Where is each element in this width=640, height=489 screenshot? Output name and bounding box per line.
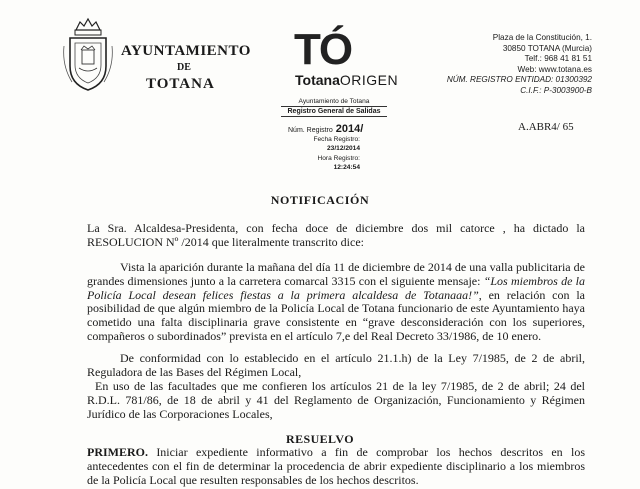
paragraph-intro: La Sra. Alcaldesa-Presidenta, con fecha doce de diciembre dos mil catorce , ha dictado la RESOLUCION Nº /2014 que literalmente transcrito dice: xyxy=(87,221,585,249)
org-name: AYUNTAMIENTO xyxy=(121,43,251,59)
primero-label: PRIMERO. xyxy=(87,445,148,459)
address-line: Plaza de la Constitución, 1. xyxy=(492,33,592,42)
logo-letters: TÓ xyxy=(294,25,352,74)
resuelve-heading: RESUELVO xyxy=(286,432,354,446)
vista-text-a: Vista la aparición durante la mañana del día 11 de diciembre de 2014 de una valla publicitaria de grandes dimensiones junto a la carretera comarcal 3315 con el siguiente mensaje: xyxy=(87,260,585,288)
stamp-title: Registro General de Salidas xyxy=(287,108,381,115)
address-block xyxy=(447,33,592,97)
document-title: NOTIFICACIÓN xyxy=(270,193,370,207)
document-reference: A.ABR4/ 65 xyxy=(518,121,574,133)
stamp-number-label: Núm. Registro xyxy=(288,127,333,134)
paragraph-vista xyxy=(87,261,585,344)
org-name-de: DE xyxy=(177,62,191,73)
logo-wordmark xyxy=(295,72,398,88)
paragraph-facultades: En uso de las facultades que me confieren los artículos 21 de la ley 7/1985, de 2 de abril; 24 del R.D.L. 781/86, de 18 de abril y 41 del Reglamento de Organización, Funcionamiento y Régimen Jurídico de las Corporaciones Locales, xyxy=(87,379,585,421)
coat-of-arms-icon xyxy=(62,16,114,96)
address-web: Web: www.totana.es xyxy=(517,64,592,74)
stamp-fecha-value: 23/12/2014 xyxy=(326,145,360,152)
address-registro: NÚM. REGISTRO ENTIDAD: 01300392 xyxy=(446,75,592,85)
address-line: 30850 TOTANA (Murcia) xyxy=(502,43,592,53)
stamp-hora-value: 12:24:54 xyxy=(333,164,360,171)
paragraph-conformidad: De conformidad con lo establecido en el artículo 21.1.h) de la Ley 7/1985, de 2 de abril, Reguladora de las Bases del Régimen Local, xyxy=(87,351,585,379)
vista-quote: “Los miembros de la Policía Local desean felices fiestas a la primera alcaldesa de Totanaaa!” xyxy=(87,273,585,302)
org-town: TOTANA xyxy=(146,76,215,92)
vista-text-b: , en relación con la posibilidad de que algún miembro de la Policía Local de Totana funcionario de este Ayuntamiento haya cometido una falta disciplinaria grave consistente en “grave desconsideración con los superiores, compañeros o subordinados” prevista en el artículo 7,e del Real Decreto 33/1986, de 10 enero. xyxy=(87,287,585,343)
registry-stamp xyxy=(281,98,387,118)
stamp-fecha-label: Fecha Registro: xyxy=(313,136,360,143)
stamp-number xyxy=(288,123,363,135)
address-cif: C.I.F.: P-3003900-B xyxy=(520,85,592,95)
primero-text: Iniciar expediente informativo a fin de comprobar los hechos descritos en los antecedentes con el fin de determinar la procedencia de abrir expediente disciplinario a los miembros de la Policía Local que resulten responsables de los hechos descritos. xyxy=(87,445,585,487)
logo-word: Totana xyxy=(295,72,340,88)
paragraph-primero xyxy=(87,446,585,487)
stamp-org: Ayuntamiento de Totana xyxy=(298,98,370,105)
stamp-hora-label: Hora Registro: xyxy=(317,155,360,162)
address-phone: Telf.: 968 41 81 51 xyxy=(524,54,592,64)
stamp-number-value: 2014/ xyxy=(335,123,364,135)
logo-word-origen: ORIGEN xyxy=(339,72,399,88)
